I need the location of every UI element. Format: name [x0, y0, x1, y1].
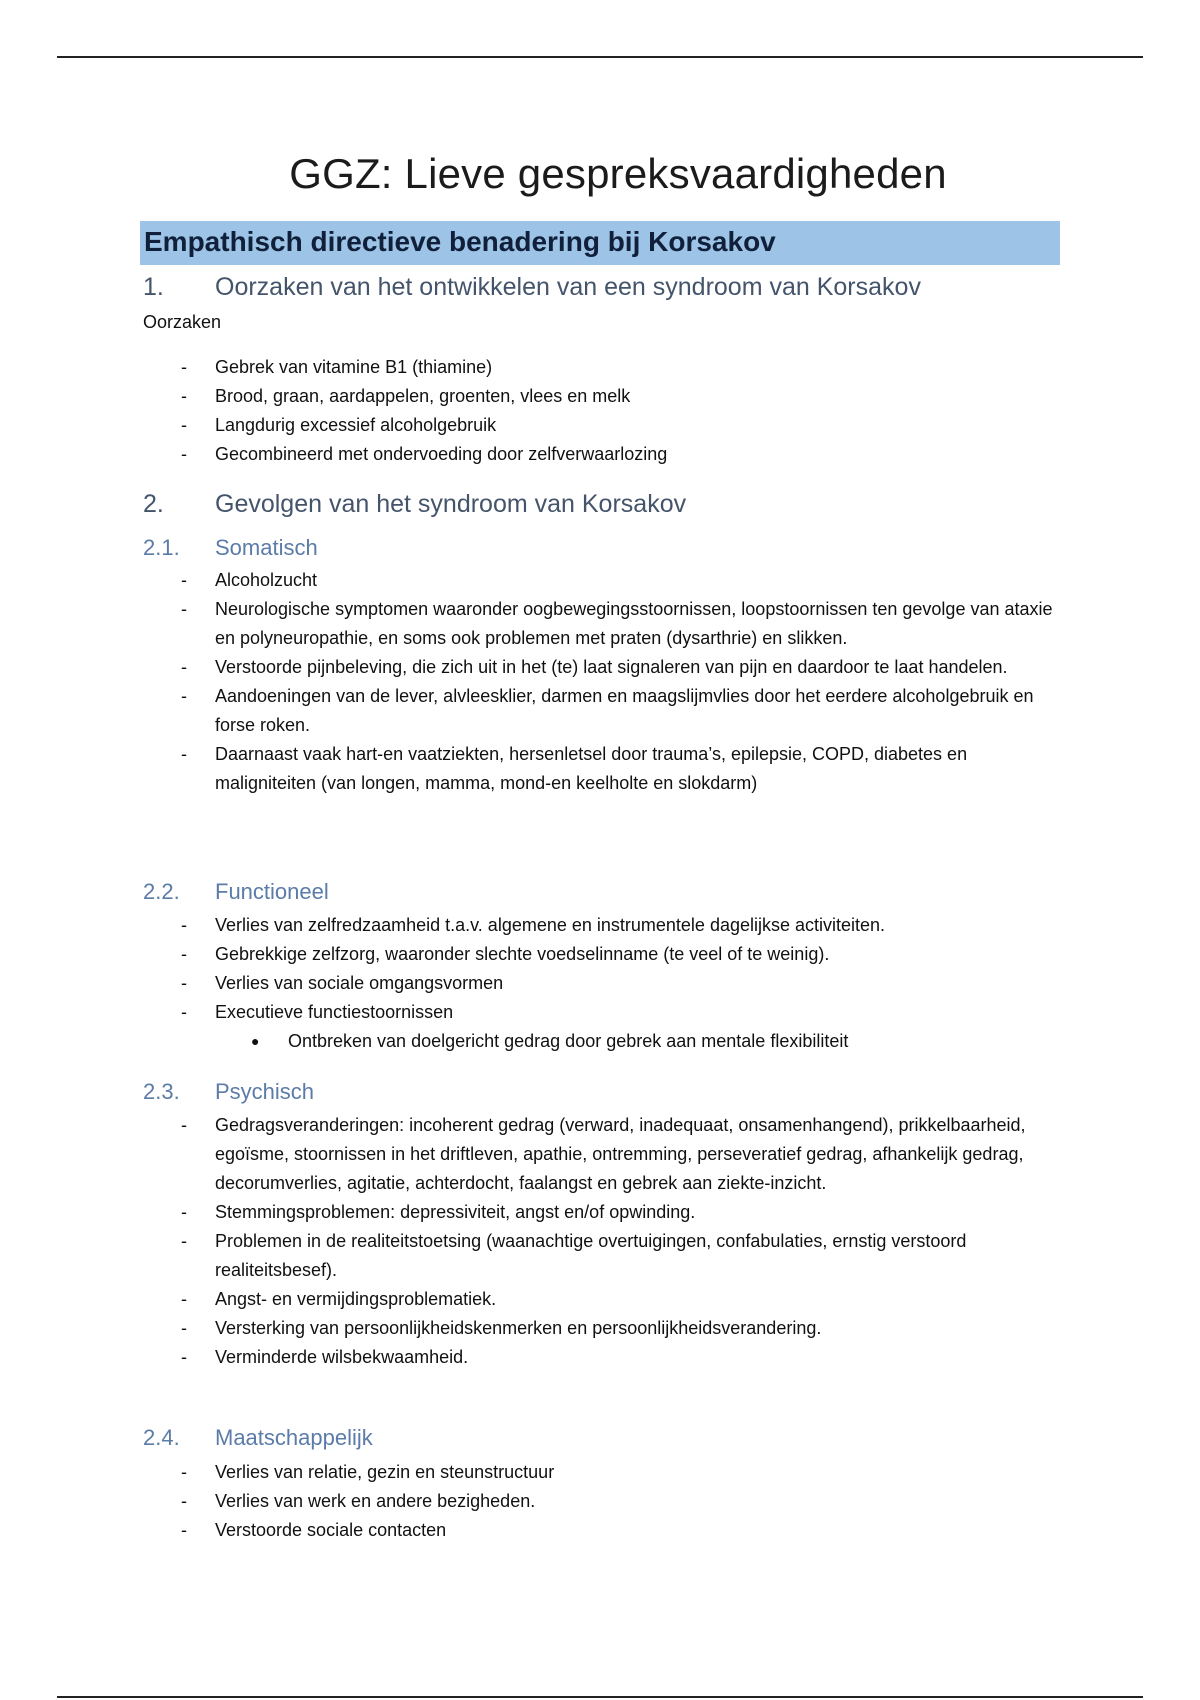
subsection-functioneel-heading [143, 877, 329, 907]
list-item [0, 998, 1065, 1027]
dash-marker: - [181, 1462, 187, 1482]
subsection-title: Functioneel [215, 879, 329, 904]
list-item [0, 566, 1065, 595]
dash-marker: - [181, 415, 187, 435]
list-item-text: Stemmingsproblemen: depressiviteit, angst en/of opwinding. [215, 1202, 696, 1222]
dash-marker: - [181, 1202, 187, 1222]
list-item [0, 1111, 1065, 1198]
list-item-text: Alcoholzucht [215, 570, 318, 590]
list-item [0, 353, 1065, 382]
list-item [0, 382, 1065, 411]
dash-marker: - [181, 1289, 187, 1309]
dash-marker: - [181, 1115, 187, 1135]
subsection-number: 2.2. [143, 879, 180, 904]
list-item-text: Brood, graan, aardappelen, groenten, vlees en melk [215, 386, 631, 406]
list-item-text: Aandoeningen van de lever, alvleesklier, darmen en maagslijmvlies door het eerdere alcoholgebruik en forse roken. [215, 686, 1034, 735]
banner-heading: Empathisch directieve benadering bij Korsakov [144, 226, 776, 257]
section-number: 1. [143, 273, 164, 301]
dash-marker: - [181, 973, 187, 993]
dash-marker: - [181, 686, 187, 706]
dash-marker: - [181, 1520, 187, 1540]
subsection-title: Maatschappelijk [215, 1425, 373, 1450]
dash-marker: - [181, 1347, 187, 1367]
list-item-text: Verminderde wilsbekwaamheid. [215, 1347, 469, 1367]
list-item-text: Verlies van relatie, gezin en steunstructuur [215, 1462, 555, 1482]
section-title: Oorzaken van het ontwikkelen van een syndroom van Korsakov [215, 273, 921, 301]
dash-marker: - [181, 357, 187, 377]
list-item-text: Versterking van persoonlijkheidskenmerken en persoonlijkheidsverandering. [215, 1318, 822, 1338]
section-number: 2. [143, 490, 164, 518]
maatschappelijk-list [0, 1458, 1065, 1545]
section-2-heading [143, 488, 686, 520]
list-item [0, 911, 1065, 940]
list-item [0, 682, 1065, 740]
causes-list [0, 353, 1065, 469]
subsection-psychisch-heading [143, 1077, 314, 1107]
list-item-text: Gebrekkige zelfzorg, waaronder slechte voedselinname (te veel of te weinig). [215, 944, 830, 964]
dash-marker: - [181, 1491, 187, 1511]
subsection-maatschappelijk-heading [143, 1423, 373, 1453]
subsection-title: Somatisch [215, 535, 318, 560]
list-item [0, 595, 1065, 653]
list-item-text: Angst- en vermijdingsproblematiek. [215, 1289, 497, 1309]
document-title: GGZ: Lieve gespreksvaardigheden [289, 150, 947, 197]
list-item [0, 1516, 1065, 1545]
list-item-text: Gebrek van vitamine B1 (thiamine) [215, 357, 493, 377]
subsection-number: 2.1. [143, 535, 180, 560]
list-item-text: Ontbreken van doelgericht gedrag door gebrek aan mentale flexibiliteit [288, 1031, 849, 1051]
dash-marker: - [181, 599, 187, 619]
list-item [0, 1458, 1065, 1487]
bullet-marker: ● [251, 1033, 260, 1049]
section-title: Gevolgen van het syndroom van Korsakov [215, 490, 687, 518]
list-item [0, 440, 1065, 469]
causes-label: Oorzaken [143, 312, 222, 332]
list-item-text: Verstoorde sociale contacten [215, 1520, 447, 1540]
functioneel-list [0, 911, 1088, 1056]
dash-marker: - [181, 570, 187, 590]
subsection-number: 2.4. [143, 1425, 180, 1450]
dash-marker: - [181, 1231, 187, 1251]
list-item [0, 940, 1065, 969]
list-item [0, 1314, 1065, 1343]
somatisch-list [0, 566, 1065, 798]
list-item-text: Verlies van sociale omgangsvormen [215, 973, 504, 993]
subsection-number: 2.3. [143, 1079, 180, 1104]
list-item [0, 1343, 1065, 1372]
dash-marker: - [181, 1002, 187, 1022]
dash-marker: - [181, 744, 187, 764]
dash-marker: - [181, 944, 187, 964]
dash-marker: - [181, 657, 187, 677]
dash-marker: - [181, 386, 187, 406]
list-item [0, 1198, 1065, 1227]
list-item-text: Problemen in de realiteitstoetsing (waanachtige overtuigingen, confabulaties, ernstig verstoord realiteitsbesef). [215, 1231, 967, 1280]
list-item [0, 969, 1065, 998]
section-1-heading [143, 271, 921, 303]
list-item-text: Verlies van werk en andere bezigheden. [215, 1491, 536, 1511]
list-item-text: Gedragsveranderingen: incoherent gedrag (verward, inadequaat, onsamenhangend), prikkelbaarheid, egoïsme, stoornissen in het driftleven, apathie, ontremming, perseveratief gedrag, afhankelijk gedrag, decorumverlies, agitatie, achterdocht, faalangst en gebrek aan ziekte-inzicht. [215, 1115, 1026, 1193]
top-rule [57, 56, 1143, 58]
list-item [0, 1487, 1065, 1516]
dash-marker: - [181, 1318, 187, 1338]
subsection-title: Psychisch [215, 1079, 315, 1104]
list-item [0, 653, 1065, 682]
list-item-text: Neurologische symptomen waaronder oogbewegingsstoornissen, loopstoornissen ten gevolge van ataxie en polyneuropathie, en soms ook problemen met praten (dysarthrie) en slikken. [215, 599, 1053, 648]
list-item-text: Gecombineerd met ondervoeding door zelfverwaarlozing [215, 444, 668, 464]
psychisch-list [0, 1111, 1065, 1372]
list-item-text: Verstoorde pijnbeleving, die zich uit in het (te) laat signaleren van pijn en daardoor te laat handelen. [215, 657, 1008, 677]
dash-marker: - [181, 444, 187, 464]
list-item-text: Langdurig excessief alcoholgebruik [215, 415, 497, 435]
list-item [0, 740, 1065, 798]
list-item-text: Verlies van zelfredzaamheid t.a.v. algemene en instrumentele dagelijkse activiteiten. [215, 915, 886, 935]
dash-marker: - [181, 915, 187, 935]
subsection-somatisch-heading [143, 533, 318, 563]
bottom-rule [57, 1696, 1143, 1698]
sub-list-item [0, 1027, 1088, 1056]
list-item-text: Executieve functiestoornissen [215, 1002, 454, 1022]
list-item [0, 411, 1065, 440]
list-item-text: Daarnaast vaak hart-en vaatziekten, hersenletsel door trauma’s, epilepsie, COPD, diabetes en maligniteiten (van longen, mamma, mond-en keelholte en slokdarm) [215, 744, 968, 793]
list-item [0, 1285, 1065, 1314]
list-item [0, 1227, 1065, 1285]
